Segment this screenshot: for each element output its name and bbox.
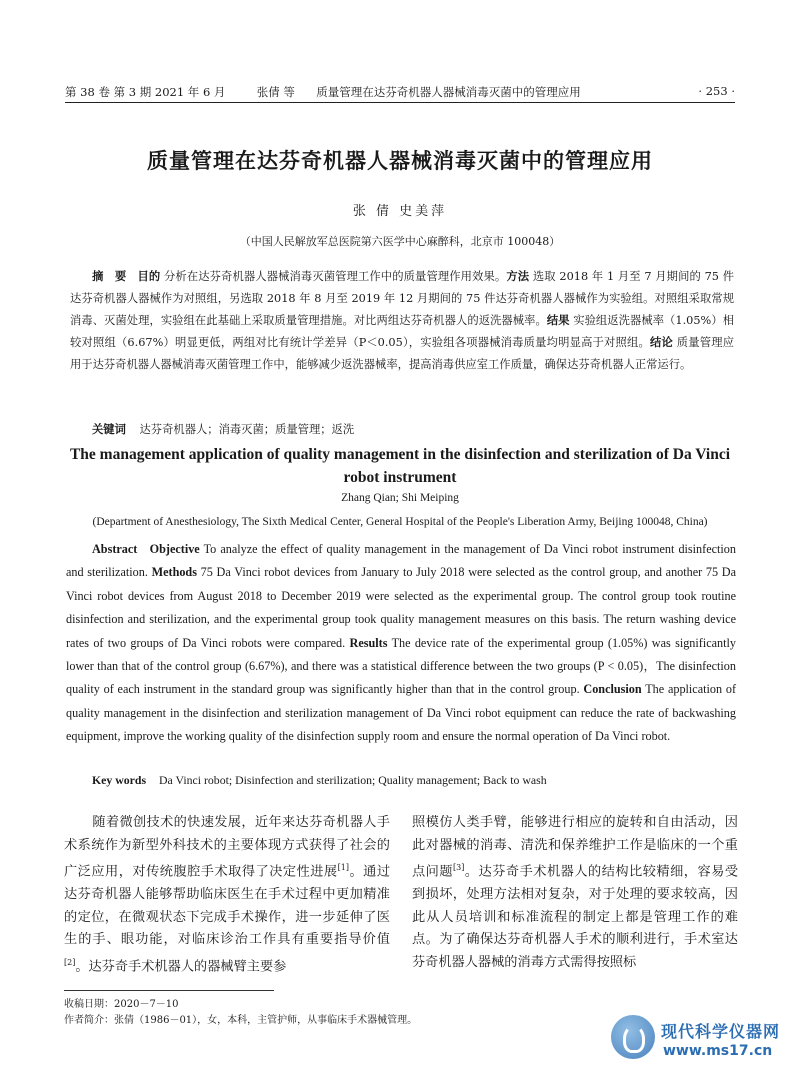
- english-abstract: [66, 538, 736, 749]
- en-methods-text: 75 Da Vinci robot devices from January to July 2018 were selected as the control group, and another 75 Da Vinci robot devices from August 2018 to December 2019 were selected as the experimental group. The control group took routine disinfection and sterilization, and the experimental group took quality management measures on this basis. The return washing device rates of two groups of Da Vinci robots were compared.: [66, 565, 737, 650]
- methods-label: 方法: [506, 270, 530, 283]
- footnote-divider: [64, 990, 274, 991]
- objective-label: 目的: [137, 270, 161, 283]
- chinese-abstract: [70, 266, 734, 376]
- site-watermark: [611, 1013, 786, 1073]
- running-header: [65, 84, 735, 103]
- chinese-keywords: [92, 421, 734, 437]
- citation[interactable]: [3]: [453, 863, 465, 873]
- body-text: 。达芬奇手术机器人的结构比较精细，容易受到损坏，处理方法相对复杂，对于处理的要求较高，因此从人员培训和标准流程的制定上都是管理工作的难点。为了确保达芬奇机器人手术的顺利进行，手术室达芬奇机器人器械的消毒方式需得按照标: [412, 864, 739, 970]
- watermark-logo-icon: [611, 1015, 655, 1059]
- english-keywords: [92, 773, 736, 788]
- author-bio: 作者简介：张倩（1986－01），女，本科，主管护师，从事临床手术器械管理。: [64, 1015, 418, 1026]
- en-conclusion-text: The application of quality management in the disinfection and sterilization management of Da Vinci robot equipment can reduce the rate of backwashing equipment, improve the working quality of the disinfection supply room and ensure the normal operation of Da Vinci robot.: [66, 682, 737, 744]
- page-number: · 253 ·: [698, 84, 735, 98]
- journal-issue: 第 38 卷 第 3 期 2021 年 6 月: [65, 85, 226, 99]
- en-objective-text: To analyze the effect of quality management in the management of Da Vinci robot instrument disinfection and sterilization.: [66, 542, 736, 580]
- received-date: 收稿日期：2020－7－10: [64, 999, 179, 1010]
- methods-text: 选取 2018 年 1 月至 7 月期间的 75 件达芬奇机器人器械作为对照组，另选取 2018 年 8 月至 2019 年 12 月期间的 75 件达芬奇机器人器械作为实验组。对照组采取常规消毒、灭菌处理，实验组在此基础上采取质量管理措施。对比两组达芬奇机器人的返洗器械率。: [70, 270, 734, 327]
- body-text: 随着微创技术的快速发展，近年来达芬奇机器人手术系统作为新型外科技术的主要体现方式获得了社会的广泛应用，对传统腹腔手术取得了决定性进展: [64, 815, 390, 880]
- body-text: 。通过达芬奇机器人能够帮助临床医生在手术过程中更加精准的定位，在微观状态下完成手术操作，进一步延伸了医生的手、眼功能，对临床诊治工作具有重要指导价值: [64, 864, 391, 948]
- watermark-url: www.ms17.cn: [663, 1043, 773, 1059]
- results-label: 结果: [546, 314, 570, 327]
- citation[interactable]: [2]: [64, 957, 76, 967]
- keywords-value: 达芬奇机器人；消毒灭菌；质量管理；返洗: [139, 423, 355, 436]
- en-results-label: Results: [349, 635, 388, 650]
- header-title: 质量管理在达芬奇机器人器械消毒灭菌中的管理应用: [316, 85, 581, 99]
- author-list: 张 倩 史美萍: [352, 204, 448, 219]
- conclusion-label: 结论: [649, 336, 673, 349]
- citation[interactable]: [1]: [337, 863, 349, 873]
- watermark-name: 现代科学仪器网: [661, 1022, 781, 1041]
- body-text: 。达芬奇手术机器人的器械臂主要参: [75, 959, 287, 975]
- body-text: 照模仿人类手臂，能够进行相应的旋转和自由活动，因此对器械的消毒、清洗和保养维护工作是临床的一个重点问题: [412, 815, 738, 880]
- abstract-label: 摘 要: [92, 270, 127, 283]
- english-title: The management application of quality management in the disinfection and sterilization of Da Vinci robot instrument: [69, 446, 731, 486]
- header-authors: 张倩 等: [256, 85, 295, 99]
- en-conclusion-label: Conclusion: [583, 682, 642, 697]
- results-text: 实验组返洗器械率（1.05%）相较对照组（6.67%）明显更低，两组对比有统计学差异（P＜0.05），实验组各项器械消毒质量均明显高于对照组。: [70, 314, 734, 349]
- en-abstract-label: Abstract: [92, 542, 138, 556]
- running-header-left: [65, 84, 581, 100]
- conclusion-text: 质量管理应用于达芬奇机器人器械消毒灭菌管理工作中，能够减少返洗器械率，提高消毒供应室工作质量，确保达芬奇机器人正常运行。: [70, 336, 734, 371]
- english-affiliation: (Department of Anesthesiology, The Sixth Medical Center, General Hospital of the People's Liberation Army, Beijing 100048, China): [92, 516, 708, 528]
- objective-text: 分析在达芬奇机器人器械消毒灭菌管理工作中的质量管理作用效果。: [164, 270, 507, 283]
- body-column-left: [64, 812, 390, 979]
- english-authors: Zhang Qian; Shi Meiping: [341, 492, 459, 504]
- en-methods-label: Methods: [151, 565, 197, 580]
- keywords-label: 关键词: [92, 423, 126, 436]
- affiliation: （中国人民解放军总医院第六医学中心麻醉科，北京市 100048）: [239, 235, 561, 248]
- en-keywords-value: Da Vinci robot; Disinfection and sterilization; Quality management; Back to wash: [159, 773, 547, 787]
- en-objective-label: Objective: [149, 542, 200, 556]
- en-results-text: The device rate of the experimental group (1.05%) was significantly lower than that of the control group (6.67%), and there was a statistical difference between the two groups (P < 0.05)，The disinfection quality of each instrument in the standard group was significantly higher than that in the control group.: [66, 635, 736, 697]
- paper-title: 质量管理在达芬奇机器人器械消毒灭菌中的管理应用: [147, 149, 653, 173]
- en-keywords-label: Key words: [92, 773, 147, 787]
- body-column-right: [412, 812, 738, 975]
